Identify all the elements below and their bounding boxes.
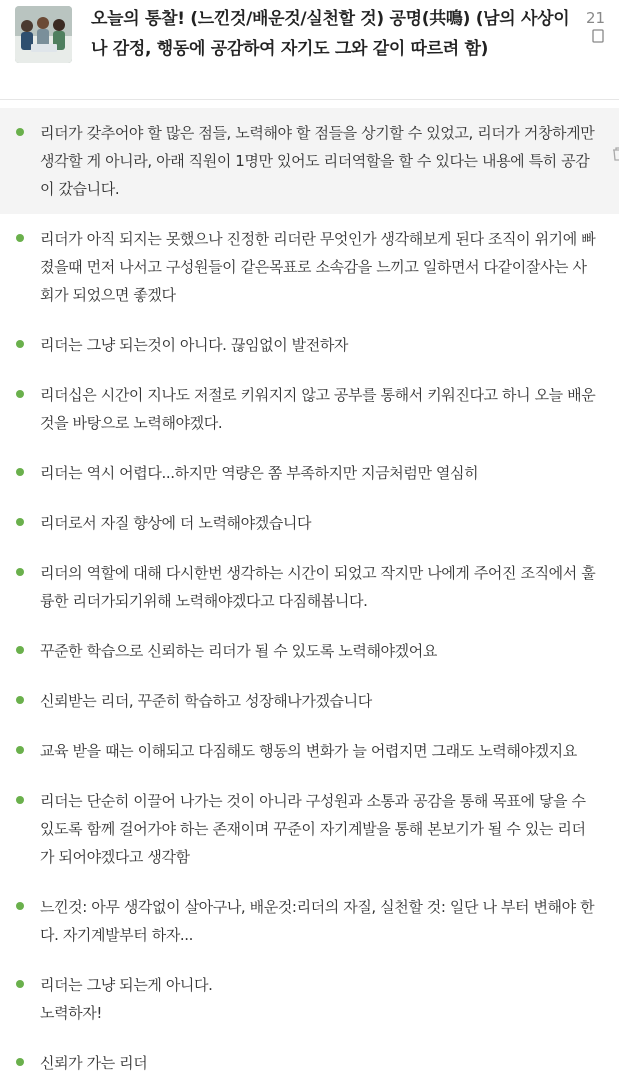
list-item[interactable] [0, 448, 619, 498]
list-item[interactable] [0, 726, 619, 776]
bullet-icon [16, 796, 24, 804]
bullet-icon [16, 980, 24, 988]
response-text: 꾸준한 학습으로 신뢰하는 리더가 될 수 있도록 노력해야겠어요 [40, 642, 437, 660]
list-item[interactable] [0, 1038, 619, 1088]
response-text: 리더는 그냥 되는게 아니다. 노력하자! [40, 976, 213, 1022]
response-text: 리더십은 시간이 지나도 저절로 키워지지 않고 공부를 통해서 키워진다고 하니 오늘 배운 것을 바탕으로 노력해야겠다. [40, 386, 596, 432]
response-text: 교육 받을 때는 이해되고 다짐해도 행동의 변화가 늘 어렵지면 그래도 노력해야겠지요 [40, 742, 577, 760]
list-item[interactable] [0, 370, 619, 448]
response-text: 신뢰받는 리더, 꾸준히 학습하고 성장해나가겠습니다 [40, 692, 372, 710]
response-list [0, 108, 619, 1088]
bullet-icon [16, 468, 24, 476]
list-item[interactable] [0, 214, 619, 320]
bullet-icon [16, 902, 24, 910]
response-text: 신뢰가 가는 리더 [40, 1054, 148, 1072]
bullet-icon [16, 518, 24, 526]
trash-icon[interactable] [611, 146, 619, 162]
response-text: 느낀것: 아무 생각없이 살아구나, 배운것:리더의 자질, 실천할 것: 일단 나 부터 변해야 한다. 자기계발부터 하자... [40, 898, 595, 944]
list-item[interactable] [0, 626, 619, 676]
group-photo-icon [15, 6, 72, 63]
response-text: 리더는 그냥 되는것이 아니다. 끊임없이 발전하자 [40, 336, 349, 354]
list-item[interactable] [0, 498, 619, 548]
bullet-icon [16, 390, 24, 398]
list-item[interactable] [0, 548, 619, 626]
bullet-icon [16, 1058, 24, 1066]
list-item[interactable] [0, 960, 619, 1038]
bullet-icon [16, 234, 24, 242]
bullet-icon [16, 696, 24, 704]
bullet-icon [16, 646, 24, 654]
list-item[interactable] [0, 676, 619, 726]
bullet-icon [16, 568, 24, 576]
response-count-value: 21 [586, 9, 606, 27]
list-item[interactable] [0, 882, 619, 960]
page-title: 오늘의 통찰! (느낀것/배운것/실천할 것) 공명(共鳴) (남의 사상이나 감정, 행동에 공감하여 자기도 그와 같이 따르려 함) [91, 9, 570, 59]
response-text: 리더가 갖추어야 할 많은 점들, 노력해야 할 점들을 상기할 수 있었고, 리더가 거창하게만 생각할 게 아니라, 아래 직원이 1명만 있어도 리더역할을 할 수 있다는 내용에 특히 공감이 갔습니다. [40, 124, 595, 198]
response-text: 리더는 단순히 이끌어 나가는 것이 아니라 구성원과 소통과 공감을 통해 목표에 닿을 수 있도록 함께 걸어가야 하는 존재이며 꾸준이 자기계발을 통해 본보기가 될 수 있는 리더가 되어야겠다고 생각함 [40, 792, 586, 866]
response-text: 리더로서 자질 향상에 더 노력해야겠습니다 [40, 514, 312, 532]
response-text: 리더의 역할에 대해 다시한번 생각하는 시간이 되었고 작지만 나에게 주어진 조직에서 훌륭한 리더가되기위해 노력해야겠다고 다짐해봅니다. [40, 564, 596, 610]
header [0, 0, 619, 100]
list-item[interactable] [0, 108, 619, 214]
document-icon [592, 29, 604, 43]
bullet-icon [16, 340, 24, 348]
list-item[interactable] [0, 776, 619, 882]
response-text: 리더가 아직 되지는 못했으나 진정한 리더란 무엇인가 생각해보게 된다 조직이 위기에 빠졌을때 먼저 나서고 구성원들이 같은목표로 소속감을 느끼고 일하면서 다같이잘사는 사회가 되었으면 좋겠다 [40, 230, 596, 304]
bullet-icon [16, 746, 24, 754]
thumbnail-image [15, 6, 72, 63]
bullet-icon [16, 128, 24, 136]
list-item[interactable] [0, 320, 619, 370]
response-text: 리더는 역시 어렵다...하지만 역량은 쫌 부족하지만 지금처럼만 열심히 [40, 464, 479, 482]
response-count[interactable] [586, 9, 619, 45]
